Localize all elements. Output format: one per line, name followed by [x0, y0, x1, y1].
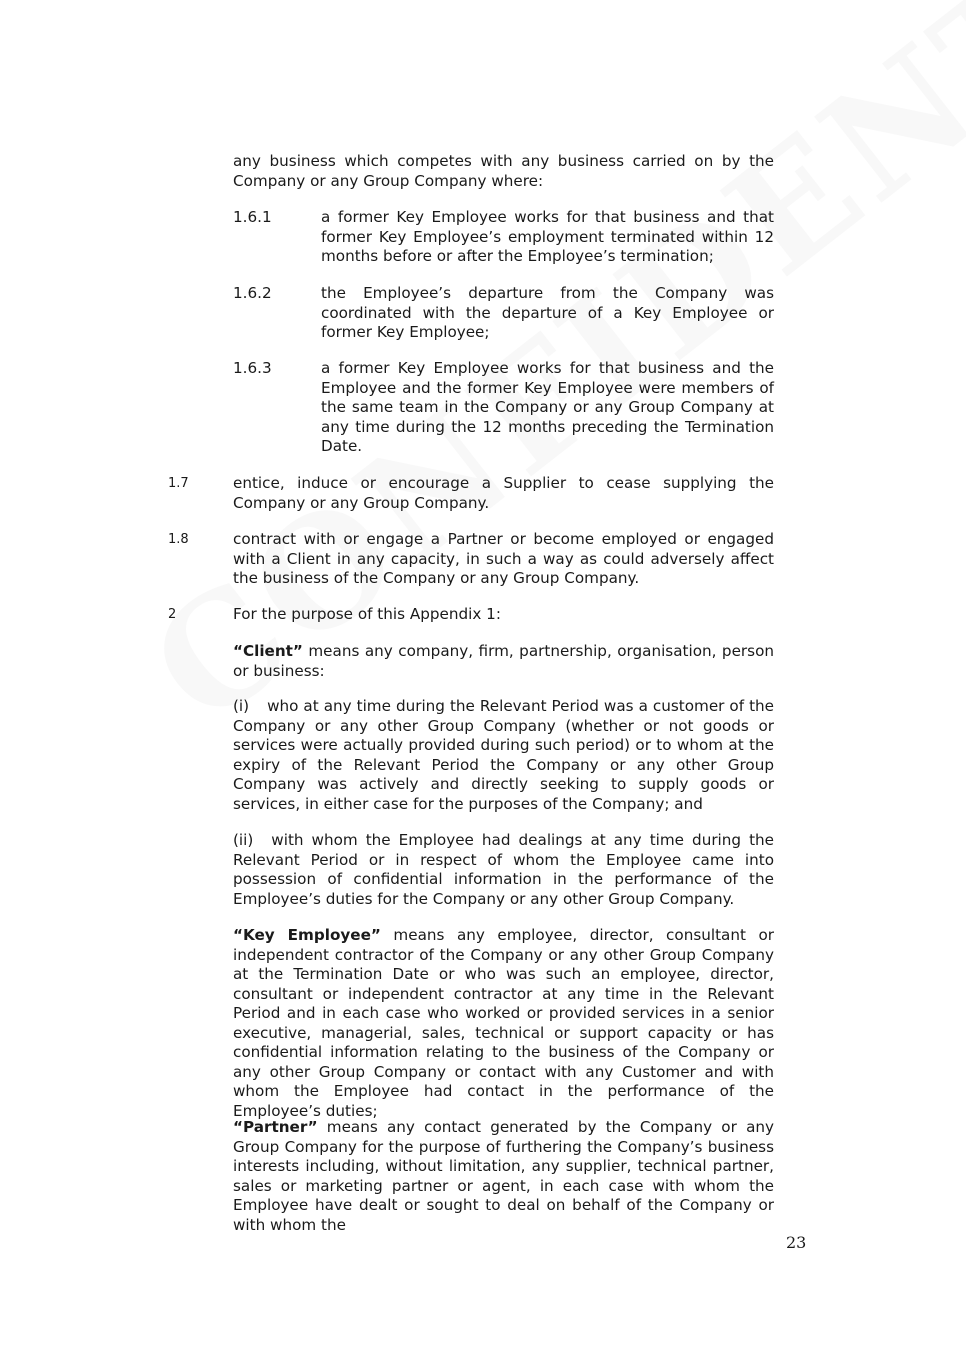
definition-term-partner: “Partner” [233, 1118, 318, 1136]
client-item-i [233, 697, 774, 814]
clause-number-1-8: 1.8 [168, 532, 189, 547]
definition-client [233, 642, 774, 681]
subclause-number-1-6-3: 1.6.3 [233, 359, 272, 377]
definition-partner [233, 1118, 774, 1235]
definition-body-key-employee: means any employee, director, consultant or independent contractor of the Company or any other Group Company at the Termination Date or who was such an employee, director, consultant or independent contractor at any time in the Relevant Period and in each case who worked or provided services in a senior executive, managerial, sales, technical or support capacity or has confidential information relating to the business of the Company or any other Group Company or contact with any Customer and with whom the Employee had contact in the performance of the Employee’s duties; [233, 926, 774, 1120]
client-item-ii [233, 831, 774, 909]
client-item-text-ii: with whom the Employee had dealings at any time during the Relevant Period or in respect of whom the Employee came into possession of confidential information in the performance of the Employee’s duties for the Company or any other Group Company. [233, 831, 774, 908]
clause-number-2: 2 [168, 607, 177, 622]
client-item-label-i: (i) [233, 697, 250, 715]
client-item-text-i: who at any time during the Relevant Period was a customer of the Company or any other Group Company (whether or not goods or services were actually provided during such period) or to whom at the expiry of the Relevant Period the Company or any other Group Company was actively and directly seeking to supply goods or services, in either case for the purposes of the Company; and [233, 697, 774, 813]
subclause-text-1-6-1: a former Key Employee works for that business and that former Key Employee’s employment terminated within 12 months before or after the Employee’s termination; [321, 208, 774, 265]
subclause-text-1-6-3: a former Key Employee works for that business and the Employee and the former Key Employee were members of the same team in the Company or any Group Company at any time during the 12 months preceding the Termination Date. [321, 359, 774, 455]
clause-text-1-7: entice, induce or encourage a Supplier to cease supplying the Company or any Group Company. [233, 474, 774, 512]
definition-key-employee [233, 926, 774, 1121]
subclause-text-1-6-2: the Employee’s departure from the Company was coordinated with the departure of a Key Employee or former Key Employee; [321, 284, 774, 341]
client-item-label-ii: (ii) [233, 831, 254, 849]
clause-text-1-8: contract with or engage a Partner or become employed or engaged with a Client in any capacity, in such a way as could adversely affect the business of the Company or any Group Company. [233, 530, 774, 587]
page-number: 23 [786, 1233, 807, 1252]
definition-body-partner: means any contact generated by the Company or any Group Company for the purpose of furthering the Company’s business interests including, without limitation, any supplier, technical partner, sales or marketing partner or agent, in each case with whom the Employee have dealt or sought to deal on behalf of the Company or with whom the [233, 1118, 774, 1234]
subclause-number-1-6-1: 1.6.1 [233, 208, 272, 226]
definition-body-client: means any company, firm, partnership, organisation, person or business: [233, 642, 774, 680]
subclause-number-1-6-2: 1.6.2 [233, 284, 272, 302]
clause-number-1-7: 1.7 [168, 476, 189, 491]
clause-text-2: For the purpose of this Appendix 1: [233, 605, 501, 623]
definition-term-key-employee: “Key Employee” [233, 926, 381, 944]
definition-term-client: “Client” [233, 642, 303, 660]
intro-paragraph: any business which competes with any business carried on by the Company or any Group Company where: [233, 152, 774, 190]
